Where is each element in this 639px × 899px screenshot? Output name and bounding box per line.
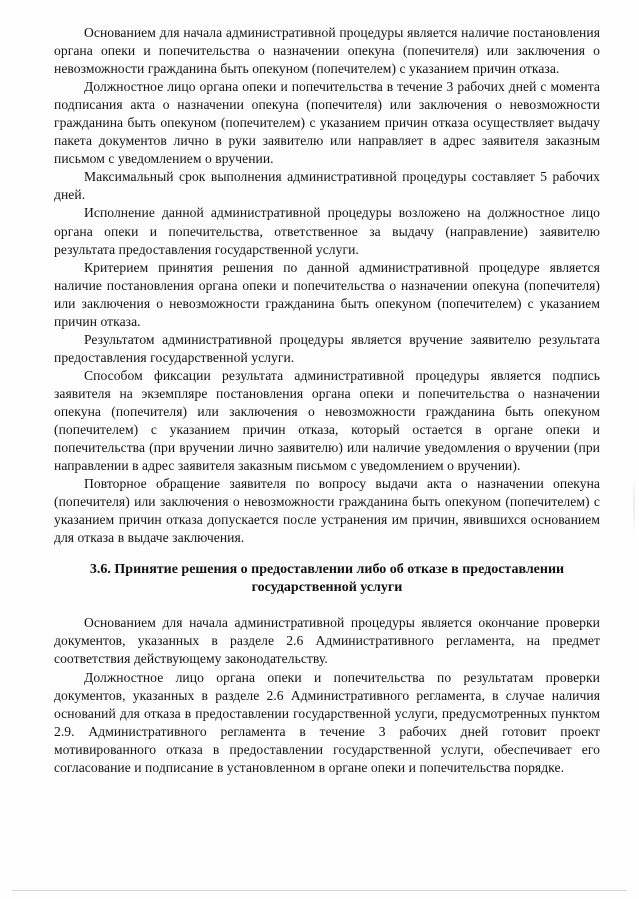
page-bottom-rule [12, 890, 627, 891]
paragraph-fixation-method: Способом фиксации результата административной процедуры является подпись заявителя на экземпляре постановления органа опеки и попечительства о назначении опекуна (попечителя) или заключения о невозможности гражданина быть опекуном (попечителем) с указанием причин отказа, который остается в органе опеки и попечительства (при вручении лично заявителю) или наличие уведомления о вручении (при направлении в адрес заявителя заказным письмом с уведомлением о вручении). [54, 367, 600, 474]
paragraph-repeat-request: Повторное обращение заявителя по вопросу выдачи акта о назначении опекуна (попечителя) или заключения о невозможности гражданина быть опекуном (попечителем) с указанием причин отказа допускается после устранения им причин, явившихся основанием для отказа в выдаче заключения. [54, 476, 600, 546]
paragraph-result: Результатом административной процедуры является вручение заявителю результата предоставления государственной услуги. [54, 331, 600, 365]
paragraph-section-official: Должностное лицо органа опеки и попечительства по результатам проверки документов, указанных в разделе 2.6 Административного регламента, в случае наличия оснований для отказа в предоставлении государственной услуги, предусмотренных пунктом 2.9. Административного регламента в течение 3 рабочих дней готовит проект мотивированного отказа в предоставлении государственной услуги, обеспечивает его согласование и подписание в установленном в органе опеки и попечительства порядке. [54, 669, 600, 775]
paragraph-official-issuance: Должностное лицо органа опеки и попечительства в течение 3 рабочих дней с момента подписания акта о назначении опекуна (попечителя) или заключения о невозможности гражданина быть опекуном (попечителем) с указанием причин отказа осуществляет выдачу пакета документов лично в руки заявителю или направляет в адрес заявителя заказным письмом с уведомлением о вручении. [54, 79, 600, 167]
section-heading-line-2: государственной услуги [251, 580, 403, 596]
paragraph-section-basis: Основанием для начала административной процедуры является окончание проверки документов, указанных в разделе 2.6 Административного регламента, на предмет соответствия действующему законодательству. [54, 615, 600, 667]
section-spacer [54, 597, 600, 614]
paragraph-basis: Основанием для начала административной процедуры является наличие постановления органа опеки и попечительства о назначении опекуна (попечителя) или заключения о невозможности гражданина быть опекуном (попечителем) с указанием причин отказа. [54, 25, 600, 77]
section-heading [54, 561, 600, 597]
scan-edge-mark [633, 476, 635, 536]
paragraph-decision-criterion: Критерием принятия решения по данной административной процедуре является наличие постановления органа опеки и попечительства о назначении опекуна (попечителя) или заключения о невозможности гражданина быть опекуном (попечителем) с указанием причин отказа. [54, 259, 600, 329]
document-body [54, 24, 600, 777]
section-heading-line-1: 3.6. Принятие решения о предоставлении либо об отказе в предоставлении [89, 562, 565, 578]
paragraph-responsible-person: Исполнение данной административной процедуры возложено на должностное лицо органа опеки и попечительства, ответственное за выдачу (направление) заявителю результата предоставления государственной услуги. [54, 205, 600, 257]
paragraph-max-duration: Максимальный срок выполнения административной процедуры составляет 5 рабочих дней. [54, 169, 600, 203]
